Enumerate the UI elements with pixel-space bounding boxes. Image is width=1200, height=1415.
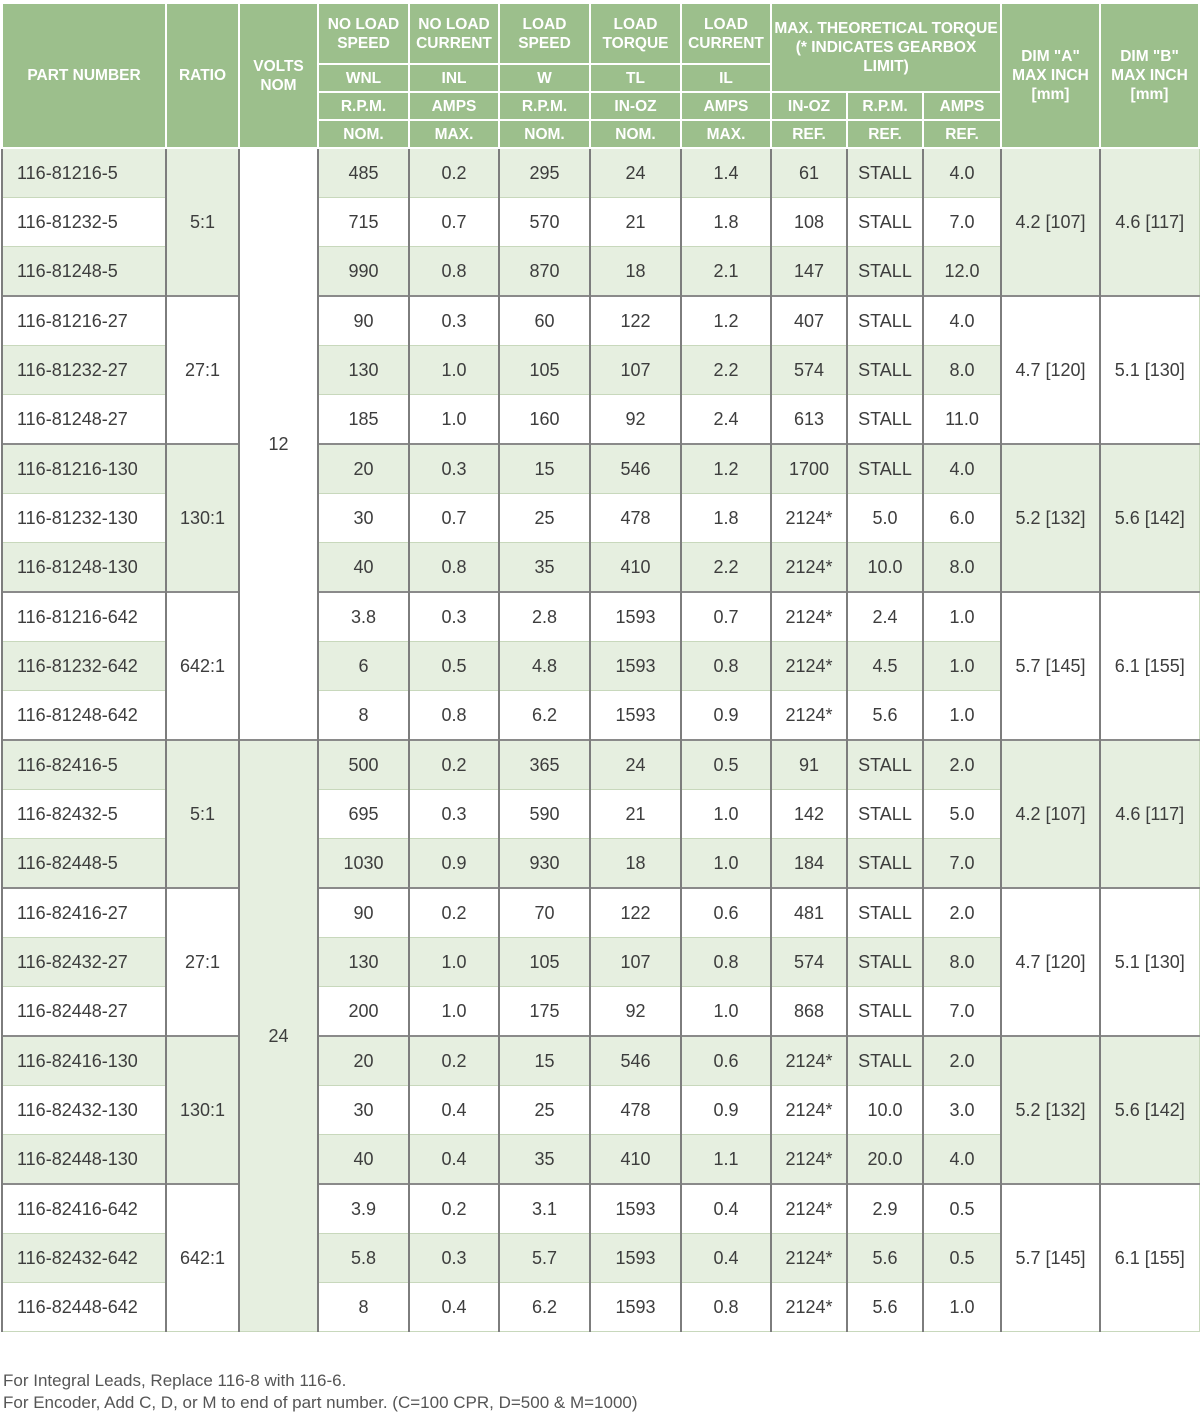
max-torque-inoz-cell: 2124* <box>771 1086 847 1135</box>
ratio-cell: 130:1 <box>166 1036 239 1184</box>
part-number-cell: 116-82432-130 <box>2 1086 166 1135</box>
max-torque-amps-cell: 4.0 <box>923 444 1001 494</box>
load-torque-cell: 410 <box>590 1135 681 1185</box>
load-speed-cell: 60 <box>499 296 590 346</box>
part-number-cell: 116-81216-27 <box>2 296 166 346</box>
max-torque-inoz-cell: 147 <box>771 247 847 297</box>
max-torque-amps-cell: 8.0 <box>923 938 1001 987</box>
max-torque-inoz-cell: 574 <box>771 346 847 395</box>
volts-cell: 24 <box>239 740 318 1332</box>
max-torque-inoz-cell: 2124* <box>771 494 847 543</box>
dim-b-cell: 6.1 [155] <box>1100 1184 1199 1332</box>
ratio-cell: 27:1 <box>166 296 239 444</box>
header-symbol: TL <box>590 64 681 92</box>
header-volts-nom: VOLTS NOM <box>239 3 318 148</box>
load-current-cell: 0.7 <box>681 592 771 642</box>
ratio-cell: 27:1 <box>166 888 239 1036</box>
max-torque-inoz-cell: 2124* <box>771 592 847 642</box>
no-load-speed-cell: 130 <box>318 346 409 395</box>
load-current-cell: 2.1 <box>681 247 771 297</box>
max-torque-rpm-cell: STALL <box>847 987 923 1037</box>
dim-b-cell: 5.1 [130] <box>1100 296 1199 444</box>
no-load-speed-cell: 20 <box>318 1036 409 1086</box>
max-torque-amps-cell: 1.0 <box>923 592 1001 642</box>
load-torque-cell: 24 <box>590 148 681 198</box>
load-current-cell: 1.0 <box>681 839 771 889</box>
load-current-cell: 0.9 <box>681 691 771 741</box>
header-dim-b: DIM "B" MAX INCH [mm] <box>1100 3 1199 148</box>
max-torque-amps-cell: 1.0 <box>923 691 1001 741</box>
ratio-cell: 5:1 <box>166 740 239 888</box>
load-speed-cell: 870 <box>499 247 590 297</box>
load-speed-cell: 35 <box>499 1135 590 1185</box>
load-torque-cell: 1593 <box>590 1283 681 1332</box>
no-load-speed-cell: 90 <box>318 888 409 938</box>
max-torque-amps-cell: 2.0 <box>923 888 1001 938</box>
load-speed-cell: 6.2 <box>499 1283 590 1332</box>
no-load-current-cell: 0.3 <box>409 444 499 494</box>
load-current-cell: 0.8 <box>681 642 771 691</box>
motor-spec-table <box>1 2 1200 1332</box>
no-load-current-cell: 0.5 <box>409 642 499 691</box>
part-number-cell: 116-82416-130 <box>2 1036 166 1086</box>
load-torque-cell: 92 <box>590 987 681 1037</box>
max-torque-inoz-cell: 481 <box>771 888 847 938</box>
max-torque-inoz-cell: 2124* <box>771 1283 847 1332</box>
max-torque-amps-cell: 7.0 <box>923 839 1001 889</box>
header-unit: IN-OZ <box>771 92 847 120</box>
dim-b-cell: 5.1 [130] <box>1100 888 1199 1036</box>
max-torque-inoz-cell: 2124* <box>771 1184 847 1234</box>
header-unit: R.P.M. <box>318 92 409 120</box>
dim-a-cell: 4.2 [107] <box>1001 148 1100 296</box>
header-unit: R.P.M. <box>847 92 923 120</box>
load-speed-cell: 4.8 <box>499 642 590 691</box>
load-current-cell: 0.6 <box>681 888 771 938</box>
load-torque-cell: 478 <box>590 1086 681 1135</box>
no-load-speed-cell: 185 <box>318 395 409 445</box>
part-number-cell: 116-81248-5 <box>2 247 166 297</box>
max-torque-inoz-cell: 1700 <box>771 444 847 494</box>
no-load-current-cell: 0.2 <box>409 1036 499 1086</box>
max-torque-rpm-cell: STALL <box>847 790 923 839</box>
part-number-cell: 116-81216-130 <box>2 444 166 494</box>
load-torque-cell: 21 <box>590 790 681 839</box>
load-speed-cell: 160 <box>499 395 590 445</box>
dim-a-cell: 5.7 [145] <box>1001 1184 1100 1332</box>
no-load-speed-cell: 3.8 <box>318 592 409 642</box>
max-torque-rpm-cell: STALL <box>847 740 923 790</box>
max-torque-rpm-cell: STALL <box>847 247 923 297</box>
header-qualifier: REF. <box>847 120 923 148</box>
ratio-cell: 642:1 <box>166 592 239 740</box>
no-load-speed-cell: 5.8 <box>318 1234 409 1283</box>
load-torque-cell: 122 <box>590 296 681 346</box>
max-torque-rpm-cell: STALL <box>847 444 923 494</box>
part-number-cell: 116-82416-27 <box>2 888 166 938</box>
table-body <box>2 148 1199 1332</box>
max-torque-rpm-cell: 2.9 <box>847 1184 923 1234</box>
header-qualifier: REF. <box>923 120 1001 148</box>
part-number-cell: 116-81232-5 <box>2 198 166 247</box>
max-torque-inoz-cell: 61 <box>771 148 847 198</box>
load-torque-cell: 546 <box>590 1036 681 1086</box>
no-load-speed-cell: 8 <box>318 691 409 741</box>
header-symbol: INL <box>409 64 499 92</box>
part-number-cell: 116-81216-642 <box>2 592 166 642</box>
max-torque-amps-cell: 6.0 <box>923 494 1001 543</box>
load-speed-cell: 295 <box>499 148 590 198</box>
part-number-cell: 116-81232-130 <box>2 494 166 543</box>
ratio-cell: 5:1 <box>166 148 239 296</box>
load-torque-cell: 21 <box>590 198 681 247</box>
load-speed-cell: 590 <box>499 790 590 839</box>
dim-a-cell: 4.7 [120] <box>1001 888 1100 1036</box>
part-number-cell: 116-82432-27 <box>2 938 166 987</box>
header-unit: AMPS <box>923 92 1001 120</box>
load-torque-cell: 546 <box>590 444 681 494</box>
header-no-load-speed: NO LOAD SPEED <box>318 3 409 64</box>
dim-a-cell: 5.7 [145] <box>1001 592 1100 740</box>
header-no-load-current: NO LOAD CURRENT <box>409 3 499 64</box>
max-torque-rpm-cell: STALL <box>847 346 923 395</box>
max-torque-amps-cell: 11.0 <box>923 395 1001 445</box>
no-load-speed-cell: 30 <box>318 494 409 543</box>
max-torque-rpm-cell: 2.4 <box>847 592 923 642</box>
max-torque-rpm-cell: STALL <box>847 148 923 198</box>
no-load-current-cell: 0.4 <box>409 1086 499 1135</box>
load-current-cell: 1.2 <box>681 296 771 346</box>
no-load-speed-cell: 1030 <box>318 839 409 889</box>
load-current-cell: 1.2 <box>681 444 771 494</box>
load-torque-cell: 1593 <box>590 592 681 642</box>
load-current-cell: 1.8 <box>681 494 771 543</box>
load-speed-cell: 105 <box>499 346 590 395</box>
max-torque-amps-cell: 2.0 <box>923 740 1001 790</box>
dim-b-cell: 6.1 [155] <box>1100 592 1199 740</box>
max-torque-rpm-cell: 10.0 <box>847 1086 923 1135</box>
no-load-speed-cell: 200 <box>318 987 409 1037</box>
load-current-cell: 1.0 <box>681 790 771 839</box>
max-torque-inoz-cell: 407 <box>771 296 847 346</box>
part-number-cell: 116-82432-5 <box>2 790 166 839</box>
load-speed-cell: 175 <box>499 987 590 1037</box>
max-torque-amps-cell: 4.0 <box>923 296 1001 346</box>
no-load-current-cell: 1.0 <box>409 938 499 987</box>
no-load-speed-cell: 30 <box>318 1086 409 1135</box>
max-torque-amps-cell: 8.0 <box>923 543 1001 593</box>
dim-a-cell: 4.7 [120] <box>1001 296 1100 444</box>
max-torque-inoz-cell: 2124* <box>771 543 847 593</box>
no-load-speed-cell: 40 <box>318 543 409 593</box>
part-number-cell: 116-82448-642 <box>2 1283 166 1332</box>
no-load-speed-cell: 20 <box>318 444 409 494</box>
load-speed-cell: 5.7 <box>499 1234 590 1283</box>
max-torque-inoz-cell: 2124* <box>771 642 847 691</box>
table-row <box>2 888 1199 938</box>
dim-b-cell: 5.6 [142] <box>1100 1036 1199 1184</box>
load-torque-cell: 24 <box>590 740 681 790</box>
max-torque-rpm-cell: 5.6 <box>847 1283 923 1332</box>
header-ratio: RATIO <box>166 3 239 148</box>
no-load-current-cell: 0.2 <box>409 888 499 938</box>
max-torque-amps-cell: 4.0 <box>923 148 1001 198</box>
load-torque-cell: 1593 <box>590 691 681 741</box>
part-number-cell: 116-81248-130 <box>2 543 166 593</box>
header-symbol: WNL <box>318 64 409 92</box>
volts-cell: 12 <box>239 148 318 740</box>
header-unit: R.P.M. <box>499 92 590 120</box>
part-number-cell: 116-81232-27 <box>2 346 166 395</box>
max-torque-inoz-cell: 868 <box>771 987 847 1037</box>
max-torque-rpm-cell: 5.6 <box>847 1234 923 1283</box>
load-torque-cell: 18 <box>590 839 681 889</box>
load-speed-cell: 105 <box>499 938 590 987</box>
load-current-cell: 0.5 <box>681 740 771 790</box>
load-speed-cell: 6.2 <box>499 691 590 741</box>
ratio-cell: 130:1 <box>166 444 239 592</box>
load-speed-cell: 15 <box>499 444 590 494</box>
max-torque-amps-cell: 4.0 <box>923 1135 1001 1185</box>
header-max-theoretical-torque: MAX. THEORETICAL TORQUE (* INDICATES GEARBOX LIMIT) <box>771 3 1001 92</box>
load-torque-cell: 18 <box>590 247 681 297</box>
max-torque-amps-cell: 5.0 <box>923 790 1001 839</box>
part-number-cell: 116-81248-27 <box>2 395 166 445</box>
part-number-cell: 116-82432-642 <box>2 1234 166 1283</box>
load-torque-cell: 1593 <box>590 1234 681 1283</box>
header-part-number: PART NUMBER <box>2 3 166 148</box>
table-row <box>2 592 1199 642</box>
max-torque-amps-cell: 1.0 <box>923 642 1001 691</box>
no-load-speed-cell: 40 <box>318 1135 409 1185</box>
max-torque-amps-cell: 12.0 <box>923 247 1001 297</box>
max-torque-amps-cell: 1.0 <box>923 1283 1001 1332</box>
header-load-speed: LOAD SPEED <box>499 3 590 64</box>
part-number-cell: 116-81216-5 <box>2 148 166 198</box>
max-torque-rpm-cell: STALL <box>847 938 923 987</box>
no-load-speed-cell: 715 <box>318 198 409 247</box>
load-current-cell: 2.2 <box>681 346 771 395</box>
max-torque-rpm-cell: 4.5 <box>847 642 923 691</box>
load-current-cell: 0.9 <box>681 1086 771 1135</box>
load-speed-cell: 3.1 <box>499 1184 590 1234</box>
header-qualifier: NOM. <box>590 120 681 148</box>
max-torque-amps-cell: 0.5 <box>923 1234 1001 1283</box>
max-torque-inoz-cell: 2124* <box>771 691 847 741</box>
dim-b-cell: 4.6 [117] <box>1100 148 1199 296</box>
part-number-cell: 116-82416-642 <box>2 1184 166 1234</box>
part-number-cell: 116-82448-5 <box>2 839 166 889</box>
no-load-current-cell: 0.7 <box>409 198 499 247</box>
load-current-cell: 1.8 <box>681 198 771 247</box>
table-header <box>2 3 1199 148</box>
max-torque-amps-cell: 0.5 <box>923 1184 1001 1234</box>
max-torque-rpm-cell: STALL <box>847 839 923 889</box>
no-load-current-cell: 0.3 <box>409 1234 499 1283</box>
load-current-cell: 1.1 <box>681 1135 771 1185</box>
no-load-speed-cell: 485 <box>318 148 409 198</box>
header-unit: AMPS <box>681 92 771 120</box>
footnote-encoder: For Encoder, Add C, D, or M to end of part number. (C=100 CPR, D=500 & M=1000) <box>3 1393 638 1412</box>
no-load-current-cell: 0.3 <box>409 296 499 346</box>
header-symbol: IL <box>681 64 771 92</box>
no-load-current-cell: 1.0 <box>409 987 499 1037</box>
load-current-cell: 2.4 <box>681 395 771 445</box>
no-load-current-cell: 1.0 <box>409 395 499 445</box>
max-torque-amps-cell: 7.0 <box>923 987 1001 1037</box>
no-load-current-cell: 0.2 <box>409 148 499 198</box>
header-symbol: W <box>499 64 590 92</box>
max-torque-inoz-cell: 184 <box>771 839 847 889</box>
max-torque-amps-cell: 8.0 <box>923 346 1001 395</box>
max-torque-rpm-cell: STALL <box>847 395 923 445</box>
header-dim-a: DIM "A" MAX INCH [mm] <box>1001 3 1100 148</box>
table-row <box>2 296 1199 346</box>
max-torque-amps-cell: 3.0 <box>923 1086 1001 1135</box>
load-speed-cell: 25 <box>499 1086 590 1135</box>
load-torque-cell: 1593 <box>590 1184 681 1234</box>
header-qualifier: NOM. <box>499 120 590 148</box>
ratio-cell: 642:1 <box>166 1184 239 1332</box>
max-torque-inoz-cell: 2124* <box>771 1234 847 1283</box>
no-load-speed-cell: 500 <box>318 740 409 790</box>
load-torque-cell: 410 <box>590 543 681 593</box>
max-torque-rpm-cell: 5.0 <box>847 494 923 543</box>
max-torque-rpm-cell: STALL <box>847 1036 923 1086</box>
no-load-current-cell: 0.4 <box>409 1135 499 1185</box>
max-torque-inoz-cell: 2124* <box>771 1135 847 1185</box>
table-row <box>2 148 1199 198</box>
max-torque-rpm-cell: STALL <box>847 198 923 247</box>
load-torque-cell: 122 <box>590 888 681 938</box>
header-unit: AMPS <box>409 92 499 120</box>
dim-a-cell: 5.2 [132] <box>1001 444 1100 592</box>
no-load-current-cell: 0.2 <box>409 740 499 790</box>
load-torque-cell: 478 <box>590 494 681 543</box>
no-load-speed-cell: 695 <box>318 790 409 839</box>
no-load-current-cell: 0.8 <box>409 543 499 593</box>
load-current-cell: 0.4 <box>681 1184 771 1234</box>
load-current-cell: 0.4 <box>681 1234 771 1283</box>
no-load-current-cell: 0.3 <box>409 592 499 642</box>
no-load-speed-cell: 6 <box>318 642 409 691</box>
footnote-integral-leads: For Integral Leads, Replace 116-8 with 116-6. <box>3 1371 347 1390</box>
part-number-cell: 116-82448-27 <box>2 987 166 1037</box>
load-speed-cell: 2.8 <box>499 592 590 642</box>
max-torque-amps-cell: 7.0 <box>923 198 1001 247</box>
part-number-cell: 116-81232-642 <box>2 642 166 691</box>
no-load-speed-cell: 3.9 <box>318 1184 409 1234</box>
load-torque-cell: 92 <box>590 395 681 445</box>
max-torque-rpm-cell: STALL <box>847 888 923 938</box>
no-load-current-cell: 0.8 <box>409 691 499 741</box>
header-qualifier: NOM. <box>318 120 409 148</box>
no-load-speed-cell: 90 <box>318 296 409 346</box>
load-speed-cell: 70 <box>499 888 590 938</box>
header-unit: IN-OZ <box>590 92 681 120</box>
no-load-current-cell: 0.8 <box>409 247 499 297</box>
max-torque-rpm-cell: 10.0 <box>847 543 923 593</box>
no-load-speed-cell: 990 <box>318 247 409 297</box>
table-row <box>2 740 1199 790</box>
load-current-cell: 0.8 <box>681 938 771 987</box>
motor-spec-table-container <box>1 2 1198 1332</box>
load-speed-cell: 25 <box>499 494 590 543</box>
load-speed-cell: 35 <box>499 543 590 593</box>
no-load-current-cell: 0.3 <box>409 790 499 839</box>
footnotes <box>3 1370 638 1414</box>
load-speed-cell: 365 <box>499 740 590 790</box>
max-torque-rpm-cell: 20.0 <box>847 1135 923 1185</box>
load-speed-cell: 15 <box>499 1036 590 1086</box>
load-speed-cell: 930 <box>499 839 590 889</box>
max-torque-amps-cell: 2.0 <box>923 1036 1001 1086</box>
header-qualifier: REF. <box>771 120 847 148</box>
max-torque-rpm-cell: STALL <box>847 296 923 346</box>
header-load-torque: LOAD TORQUE <box>590 3 681 64</box>
part-number-cell: 116-82416-5 <box>2 740 166 790</box>
load-speed-cell: 570 <box>499 198 590 247</box>
no-load-current-cell: 1.0 <box>409 346 499 395</box>
load-torque-cell: 1593 <box>590 642 681 691</box>
header-qualifier: MAX. <box>409 120 499 148</box>
header-qualifier: MAX. <box>681 120 771 148</box>
header-load-current: LOAD CURRENT <box>681 3 771 64</box>
load-current-cell: 0.8 <box>681 1283 771 1332</box>
max-torque-rpm-cell: 5.6 <box>847 691 923 741</box>
max-torque-inoz-cell: 108 <box>771 198 847 247</box>
dim-b-cell: 5.6 [142] <box>1100 444 1199 592</box>
max-torque-inoz-cell: 2124* <box>771 1036 847 1086</box>
max-torque-inoz-cell: 142 <box>771 790 847 839</box>
dim-a-cell: 4.2 [107] <box>1001 740 1100 888</box>
no-load-current-cell: 0.9 <box>409 839 499 889</box>
no-load-current-cell: 0.7 <box>409 494 499 543</box>
part-number-cell: 116-82448-130 <box>2 1135 166 1185</box>
table-row <box>2 1036 1199 1086</box>
load-current-cell: 1.4 <box>681 148 771 198</box>
max-torque-inoz-cell: 574 <box>771 938 847 987</box>
no-load-speed-cell: 130 <box>318 938 409 987</box>
load-current-cell: 2.2 <box>681 543 771 593</box>
dim-b-cell: 4.6 [117] <box>1100 740 1199 888</box>
no-load-current-cell: 0.4 <box>409 1283 499 1332</box>
max-torque-inoz-cell: 91 <box>771 740 847 790</box>
no-load-current-cell: 0.2 <box>409 1184 499 1234</box>
no-load-speed-cell: 8 <box>318 1283 409 1332</box>
load-torque-cell: 107 <box>590 938 681 987</box>
table-row <box>2 444 1199 494</box>
part-number-cell: 116-81248-642 <box>2 691 166 741</box>
load-current-cell: 0.6 <box>681 1036 771 1086</box>
max-torque-inoz-cell: 613 <box>771 395 847 445</box>
dim-a-cell: 5.2 [132] <box>1001 1036 1100 1184</box>
load-current-cell: 1.0 <box>681 987 771 1037</box>
table-row <box>2 1184 1199 1234</box>
load-torque-cell: 107 <box>590 346 681 395</box>
